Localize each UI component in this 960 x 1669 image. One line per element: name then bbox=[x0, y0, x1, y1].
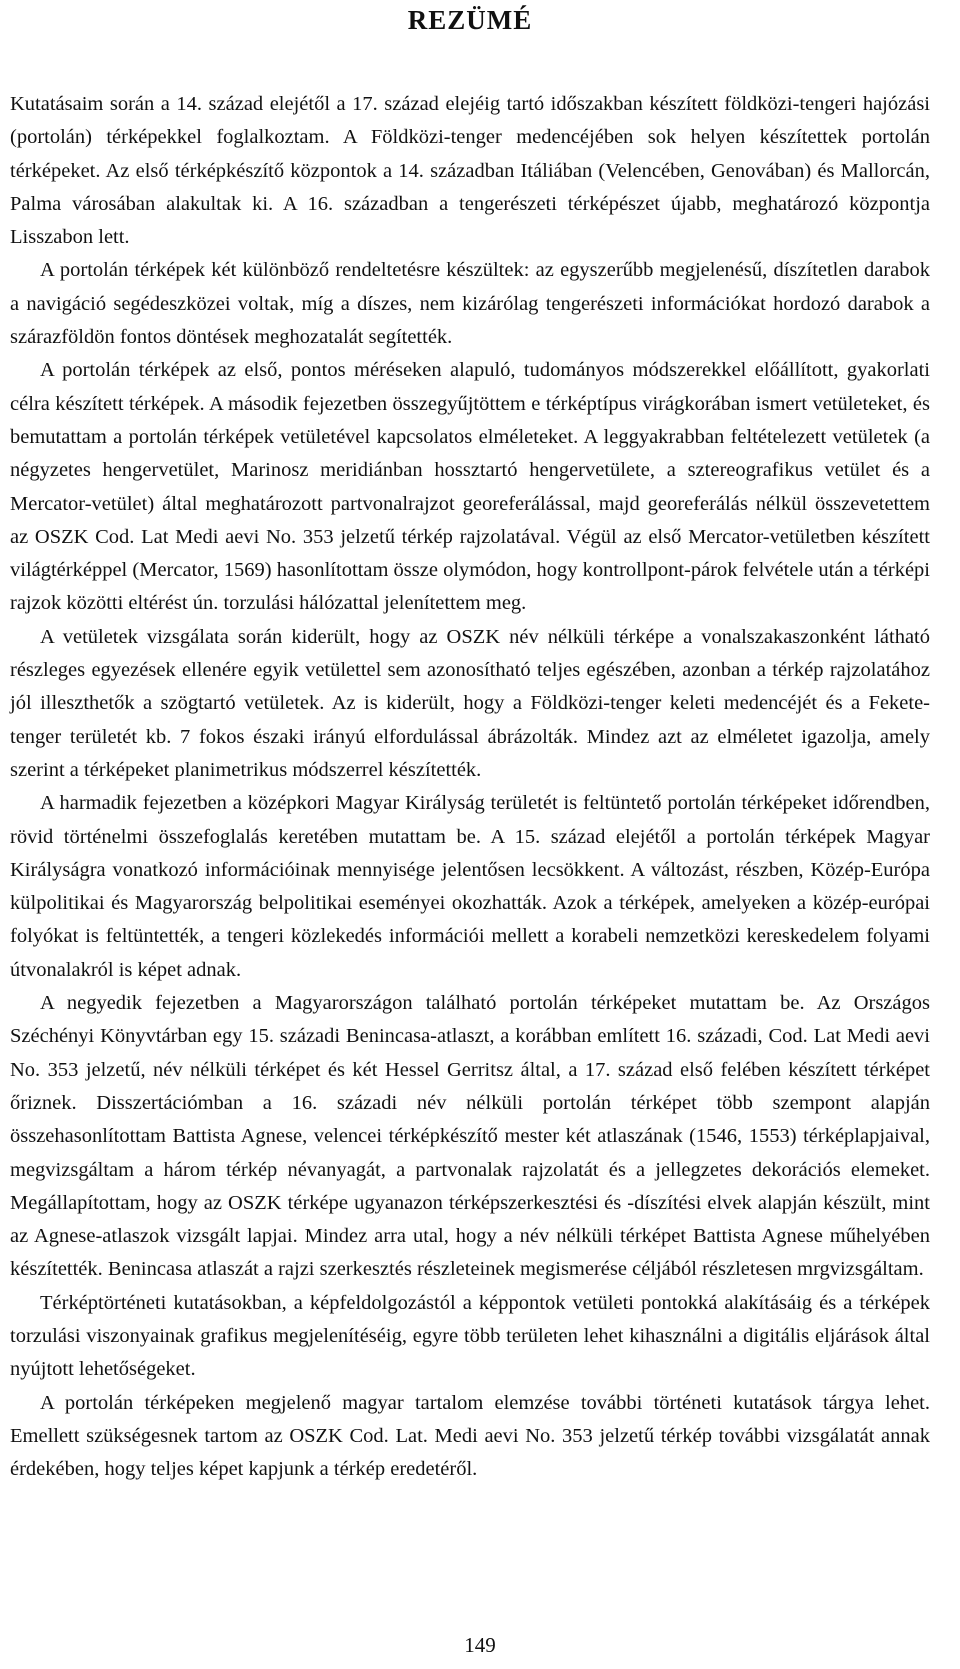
paragraph-4: A vetületek vizsgálata során kiderült, hogy az OSZK név nélküli térképe a vonalszakaszonként látható részleges egyezések ellenére egyik vetülettel sem azonosítható teljes egészében, azonban a térkép rajzolatához jól illeszthetők a szögtartó vetületek. Az is kiderült, hogy a Földközi-tenger keleti medencéjét és a Fekete-tenger területét kb. 7 fokos északi irányú elfordulással ábrázolták. Mindez azt az elméletet igazolja, amely szerint a térképeket planimetrikus módszerrel készítették. bbox=[10, 625, 930, 781]
paragraph-8: A portolán térképeken megjelenő magyar tartalom elemzése további történeti kutatások tárgya lehet. Emellett szükségesnek tartom az OSZK Cod. Lat. Medi aevi No. 353 jelzetű térkép további vizsgálatát annak érdekében, hogy teljes képet kapjunk a térkép eredetéről. bbox=[10, 1391, 930, 1481]
paragraph-1: Kutatásaim során a 14. század elejétől a 17. század elejéig tartó időszakban készített földközi-tengeri hajózási (portolán) térképekkel foglalkoztam. A Földközi-tenger medencéjében sok helyen készítettek portolán térképeket. Az első térképkészítő központok a 14. században Itáliában (Velencében, Genovában) és Mallorcán, Palma városában alakultak ki. A 16. században a tengerészeti térképészet újabb, meghatározó központja Lisszabon lett. bbox=[10, 93, 930, 249]
page-title: REZÜMÉ bbox=[407, 5, 533, 35]
paragraph-2: A portolán térképek két különböző rendeltetésre készültek: az egyszerűbb megjelenésű, díszítetlen darabok a navigáció segédeszközei voltak, míg a díszes, nem kizárólag tengerészeti információkat hordozó darabok a szárazföldön fontos döntések meghozatalát segítették. bbox=[10, 259, 930, 349]
body-text bbox=[10, 88, 930, 1486]
paragraph-3: A portolán térképek az első, pontos méréseken alapuló, tudományos módszerekkel előállított, gyakorlati célra készített térképek. A második fejezetben összegyűjtöttem e térképtípus virágkorában ismert vetületeket, és bemutattam a portolán térképek vetületével kapcsolatos elméleteket. A leggyakrabban feltételezett vetületek (a négyzetes hengervetület, Marinosz meridiánban hossztartó hengervetülete, a sztereografikus vetület és a Mercator-vetület) által meghatározott partvonalrajzot georeferálással, majd georeferálás nélkül összevetettem az OSZK Cod. Lat Medi aevi No. 353 jelzetű térkép rajzolatával. Végül az első Mercator-vetületben készített világtérképpel (Mercator, 1569) hasonlítottam össze olymódon, hogy kontrollpont-párok felvétele után a térképi rajzok közötti eltérést ún. torzulási hálózattal jelenítettem meg. bbox=[10, 359, 930, 615]
paragraph-7: Térképtörténeti kutatásokban, a képfeldolgozástól a képpontok vetületi pontokká alakításáig és a térképek torzulási viszonyainak grafikus megjelenítéséig, egyre több területen lehet kihasználni a digitális eljárások által nyújtott lehetőségeket. bbox=[10, 1291, 930, 1381]
paragraph-6: A negyedik fejezetben a Magyarországon található portolán térképeket mutattam be. Az Országos Széchényi Könyvtárban egy 15. századi Benincasa-atlaszt, a korábban említett 16. századi, Cod. Lat Medi aevi No. 353 jelzetű, név nélküli térképet és két Hessel Gerritsz által, a 17. század első felében készített térképet őriznek. Disszertációmban a 16. századi név nélküli portolán térképet több szempont alapján összehasonlítottam Battista Agnese, velencei térképkészítő mester két atlaszának (1546, 1553) térképlapjaival, megvizsgáltam a három térkép névanyagát, a partvonalak rajzolatát és a jellegzetes dekorációs elemeket. Megállapítottam, hogy az OSZK térképe ugyanazon térképszerkesztési és -díszítési elvek alapján készült, mint az Agnese-atlaszok vizsgált lapjai. Mindez arra utal, hogy a név nélküli térképet Battista Agnese műhelyében készítették. Benincasa atlaszát a rajzi szerkesztés részleteinek megismerése céljából részletesen mrgvizsgáltam. bbox=[10, 992, 930, 1281]
page-number: 149 bbox=[464, 1633, 496, 1657]
paragraph-5: A harmadik fejezetben a középkori Magyar Királyság területét is feltüntető portolán térképeket időrendben, rövid történelmi összefoglalás keretében mutattam be. A 15. század elejétől a portolán térképek Magyar Királyságra vonatkozó információinak mennyisége jelentősen lecsökkent. A változást, részben, Közép-Európa külpolitikai és Magyarország belpolitikai eseményei okozhatták. Azok a térképek, amelyeken a közép-európai folyókat is feltüntették, a tengeri közlekedés információi mellett a korabeli nemzetközi kereskedelem folyami útvonalakról is képet adnak. bbox=[10, 792, 930, 981]
